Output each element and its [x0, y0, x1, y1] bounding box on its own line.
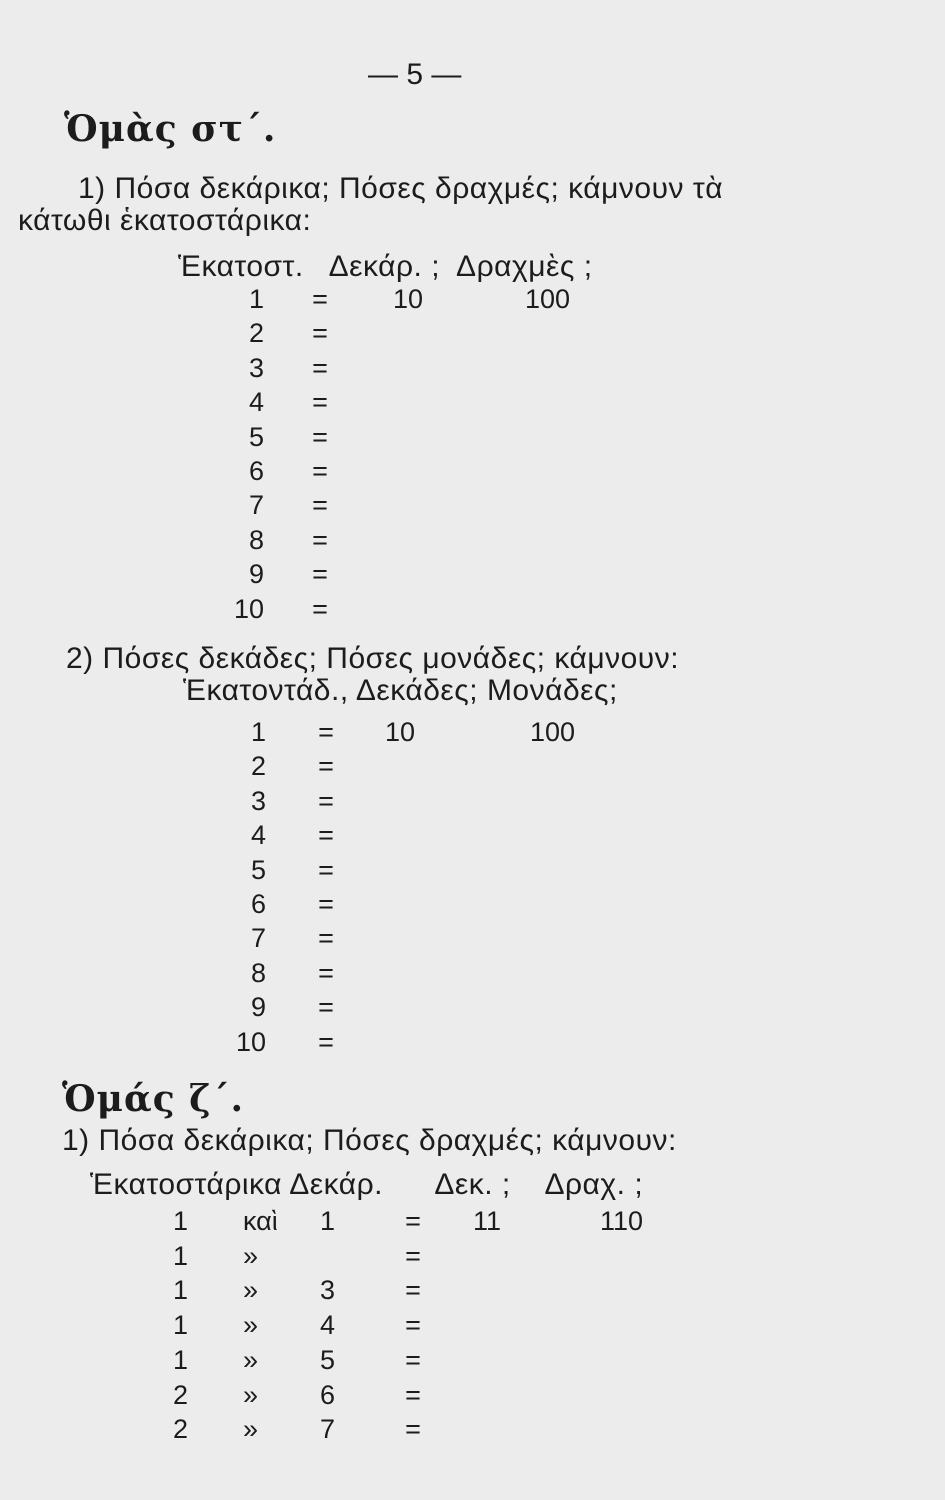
row-number: 2: [248, 318, 264, 349]
table-row: [0, 751, 945, 785]
table-row: [0, 889, 945, 923]
table-row: [0, 559, 945, 593]
row-number: 2: [172, 1414, 188, 1445]
table-row: [0, 1027, 945, 1061]
row-number: 8: [248, 524, 264, 555]
table-row: [0, 490, 945, 524]
row-number: 4: [248, 387, 264, 418]
equals-sign: =: [405, 1414, 421, 1445]
row-number: 4: [250, 820, 266, 851]
table-row: [0, 353, 945, 387]
value-dek: 11: [473, 1206, 502, 1236]
connector: »: [243, 1414, 259, 1445]
equals-sign: =: [312, 284, 328, 314]
table-row: [0, 786, 945, 820]
row-number: 1: [172, 1344, 188, 1375]
page-number: — 5 —: [368, 58, 462, 91]
equals-sign: =: [312, 318, 328, 349]
row-number: 7: [248, 490, 264, 521]
row-number: 7: [250, 923, 266, 954]
equals-sign: =: [312, 421, 328, 452]
table-row: [0, 1380, 945, 1414]
table-row: [0, 1345, 945, 1379]
row-number: 3: [250, 785, 266, 816]
connector: »: [243, 1379, 259, 1410]
equals-sign: =: [318, 889, 334, 919]
equals-sign: =: [405, 1206, 421, 1236]
equals-sign: =: [312, 387, 328, 418]
equals-sign: =: [405, 1344, 421, 1375]
table-row: [0, 1275, 945, 1309]
equals-sign: =: [405, 1379, 421, 1410]
row-number: 6: [248, 456, 264, 486]
equals-sign: =: [318, 992, 334, 1023]
connector: »: [243, 1275, 259, 1306]
row-number: 10: [233, 593, 264, 624]
row-number: 5: [250, 854, 266, 885]
row-number: 1: [248, 284, 264, 314]
table-row: [0, 1414, 945, 1448]
table-row: [0, 387, 945, 421]
row-number: 5: [248, 421, 264, 452]
row-number: 2: [172, 1379, 188, 1410]
question-3: 1) Πόσα δεκάρικα; Πόσες δραχμές; κάμνουν:: [62, 1124, 677, 1157]
row-dekares: 7: [320, 1414, 336, 1445]
equals-sign: =: [318, 785, 334, 816]
row-number: 1: [172, 1310, 188, 1341]
row-dekares: 1: [320, 1206, 336, 1236]
table-row: [0, 318, 945, 352]
equals-sign: =: [312, 352, 328, 383]
equals-sign: =: [318, 751, 334, 782]
row-dekares: 3: [320, 1275, 336, 1306]
equals-sign: =: [318, 923, 334, 954]
value-dekades: 10: [385, 717, 416, 747]
table-row: [0, 422, 945, 456]
equals-sign: =: [312, 593, 328, 624]
question-1-line-1: 1) Πόσα δεκάρικα; Πόσες δραχμές; κάμνουν τὰ: [78, 172, 724, 205]
table-2-header: Ἑκατοντάδ., Δεκάδες; Μονάδες;: [183, 674, 618, 707]
equals-sign: =: [312, 490, 328, 521]
table-row: [0, 1206, 945, 1240]
table-row: [0, 717, 945, 751]
table-row: [0, 594, 945, 628]
question-2: 2) Πόσες δεκάδες; Πόσες μονάδες; κάμνουν:: [66, 642, 680, 675]
table-row: [0, 923, 945, 957]
table-row: [0, 958, 945, 992]
section-title-z: Ὁμάς ζ΄.: [62, 1078, 245, 1120]
table-row: [0, 456, 945, 490]
row-number: 1: [172, 1275, 188, 1306]
row-number: 1: [172, 1240, 188, 1271]
table-row: [0, 992, 945, 1026]
row-number: 9: [250, 992, 266, 1023]
row-number: 1: [250, 717, 266, 747]
row-number: 9: [248, 559, 264, 590]
row-number: 10: [235, 1026, 266, 1057]
equals-sign: =: [318, 957, 334, 988]
connector: »: [243, 1240, 259, 1271]
equals-sign: =: [405, 1310, 421, 1341]
table-row: [0, 284, 945, 318]
value-drachmes: 100: [525, 284, 571, 314]
connector: καὶ: [243, 1206, 278, 1236]
row-dekares: 4: [320, 1310, 336, 1341]
table-row: [0, 525, 945, 559]
equals-sign: =: [318, 820, 334, 851]
table-row: [0, 1310, 945, 1344]
equals-sign: =: [312, 456, 328, 486]
question-1-line-2: κάτωθι ἑκατοστάρικα:: [18, 204, 312, 237]
table-row: [0, 855, 945, 889]
connector: »: [243, 1344, 259, 1375]
table-3-header: Ἑκατοστάρικα Δεκάρ. Δεκ. ; Δραχ. ;: [90, 1168, 644, 1201]
row-dekares: 5: [320, 1344, 336, 1375]
section-title-st: Ὁμὰς στ΄.: [64, 108, 277, 150]
equals-sign: =: [318, 1026, 334, 1057]
row-number: 3: [248, 352, 264, 383]
value-dekares: 10: [393, 284, 424, 314]
connector: »: [243, 1310, 259, 1341]
equals-sign: =: [312, 524, 328, 555]
equals-sign: =: [405, 1275, 421, 1306]
table-row: [0, 1241, 945, 1275]
value-monades: 100: [530, 717, 576, 747]
table-row: [0, 820, 945, 854]
equals-sign: =: [312, 559, 328, 590]
row-number: 8: [250, 957, 266, 988]
row-dekares: 6: [320, 1379, 336, 1410]
row-number: 1: [172, 1206, 188, 1236]
row-number: 2: [250, 751, 266, 782]
equals-sign: =: [318, 854, 334, 885]
value-drach: 110: [600, 1206, 644, 1236]
row-number: 6: [250, 889, 266, 919]
table-1-header: Ἑκατοστ. Δεκάρ. ; Δραχμὲς ;: [178, 250, 593, 283]
equals-sign: =: [318, 717, 334, 747]
equals-sign: =: [405, 1240, 421, 1271]
